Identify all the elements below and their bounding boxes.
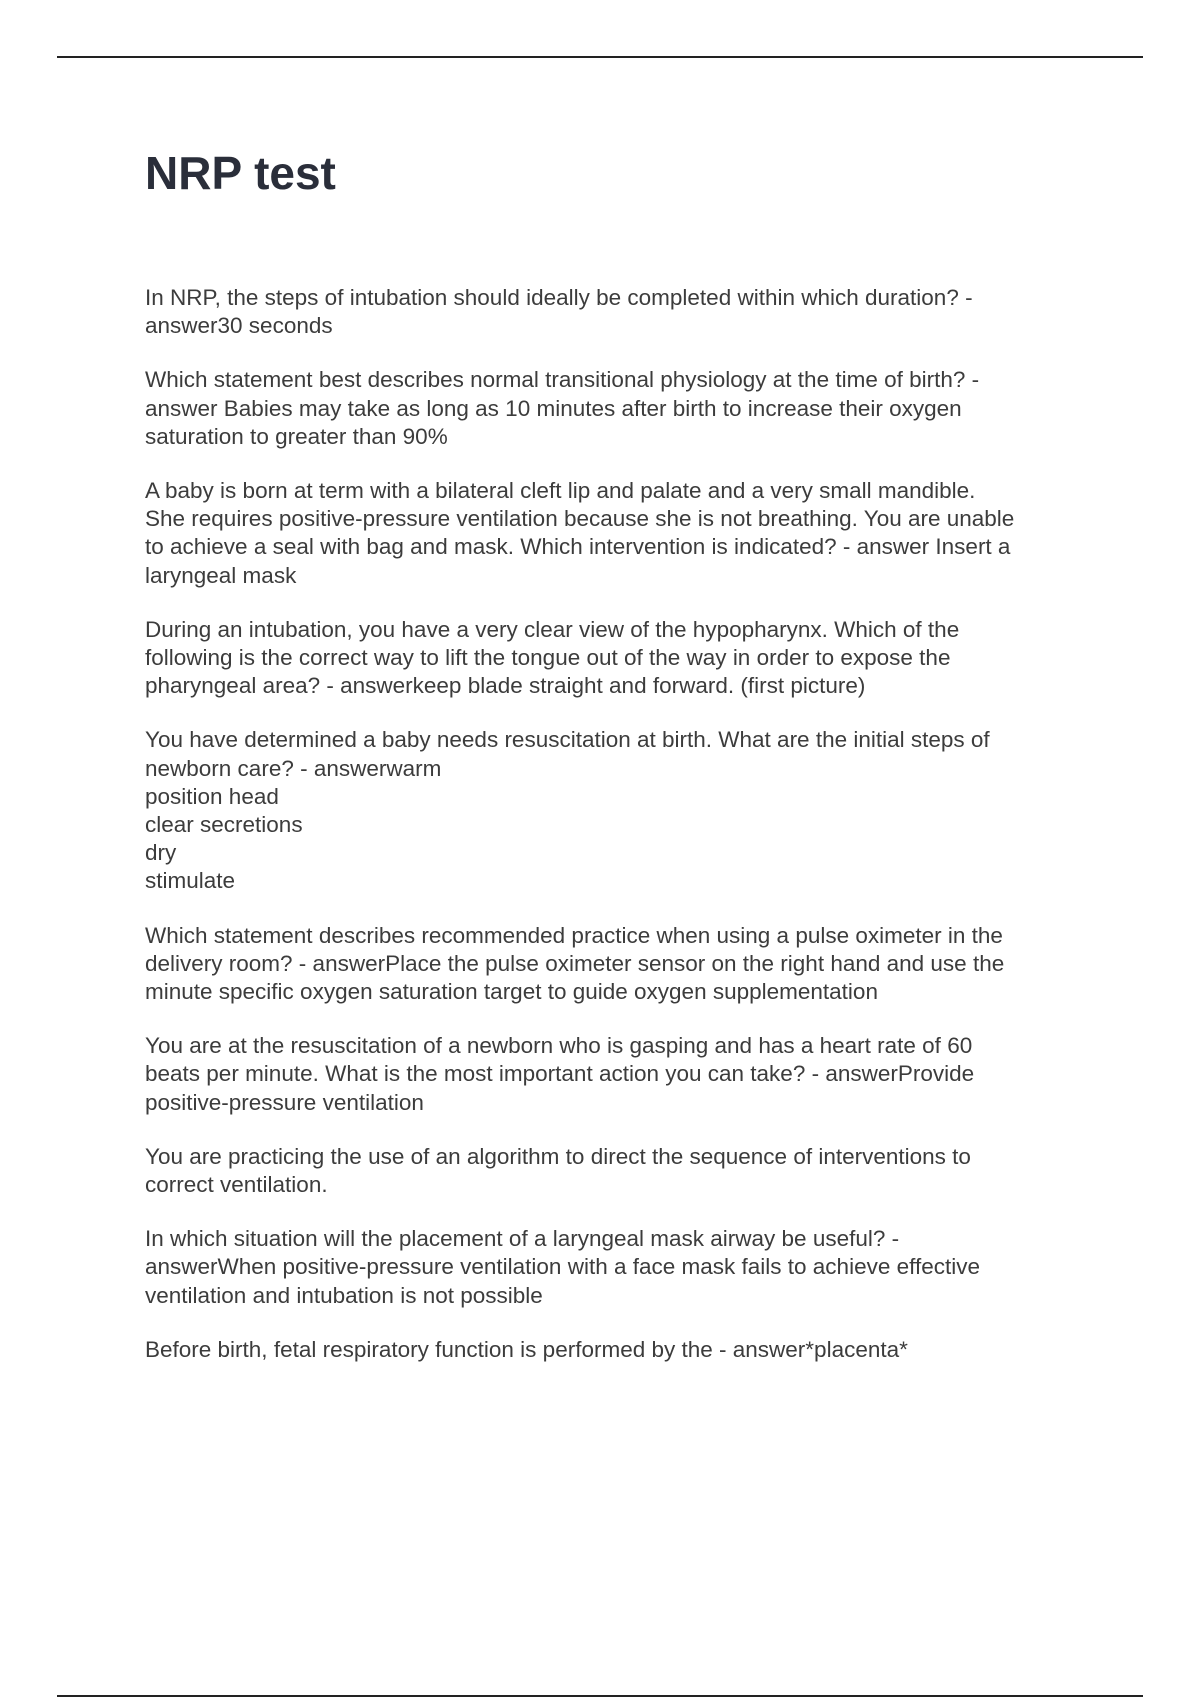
qa-item: In which situation will the placement of a laryngeal mask airway be useful? - answerWhen positive-pressure ventilation with a face mask fails to achieve effective ventilation and intubation is not possible: [145, 1226, 980, 1308]
qa-item: During an intubation, you have a very clear view of the hypopharynx. Which of the following is the correct way to lift the tongue out of the way in order to expose the pharyngeal area? - answerkeep blade straight and forward. (first picture): [145, 616, 960, 699]
qa-item: A baby is born at term with a bilateral cleft lip and palate and a very small mandible. She requires positive-pressure ventilation because she is not breathing. You are unable to achieve a seal with bag and mask. Which intervention is indicated? - answer Insert a laryngeal mask: [145, 478, 1015, 588]
document-title: NRP test: [145, 147, 336, 199]
qa-list: [145, 284, 1085, 1390]
qa-item: Before birth, fetal respiratory function is performed by the - answer*placenta*: [145, 1336, 908, 1362]
qa-item: In NRP, the steps of intubation should ideally be completed within which duration? - answer30 seconds: [145, 285, 973, 339]
qa-item: Which statement best describes normal transitional physiology at the time of birth? - answer Babies may take as long as 10 minutes after birth to increase their oxygen saturation to greater than 90%: [145, 367, 980, 449]
qa-item: Which statement describes recommended practice when using a pulse oximeter in the delivery room? - answerPlace the pulse oximeter sensor on the right hand and use the minute specific oxygen saturation target to guide oxygen supplementation: [145, 922, 1005, 1005]
bottom-rule: [57, 1695, 1143, 1697]
qa-item: You are at the resuscitation of a newborn who is gasping and has a heart rate of 60 beats per minute. What is the most important action you can take? - answerProvide positive-pressure ventilation: [145, 1033, 975, 1115]
qa-item: You are practicing the use of an algorithm to direct the sequence of interventions to correct ventilation.: [145, 1143, 971, 1198]
qa-item: You have determined a baby needs resuscitation at birth. What are the initial steps of newborn care? - answerwarm position head clear secretions dry stimulate: [145, 727, 990, 894]
top-rule: [57, 56, 1143, 58]
